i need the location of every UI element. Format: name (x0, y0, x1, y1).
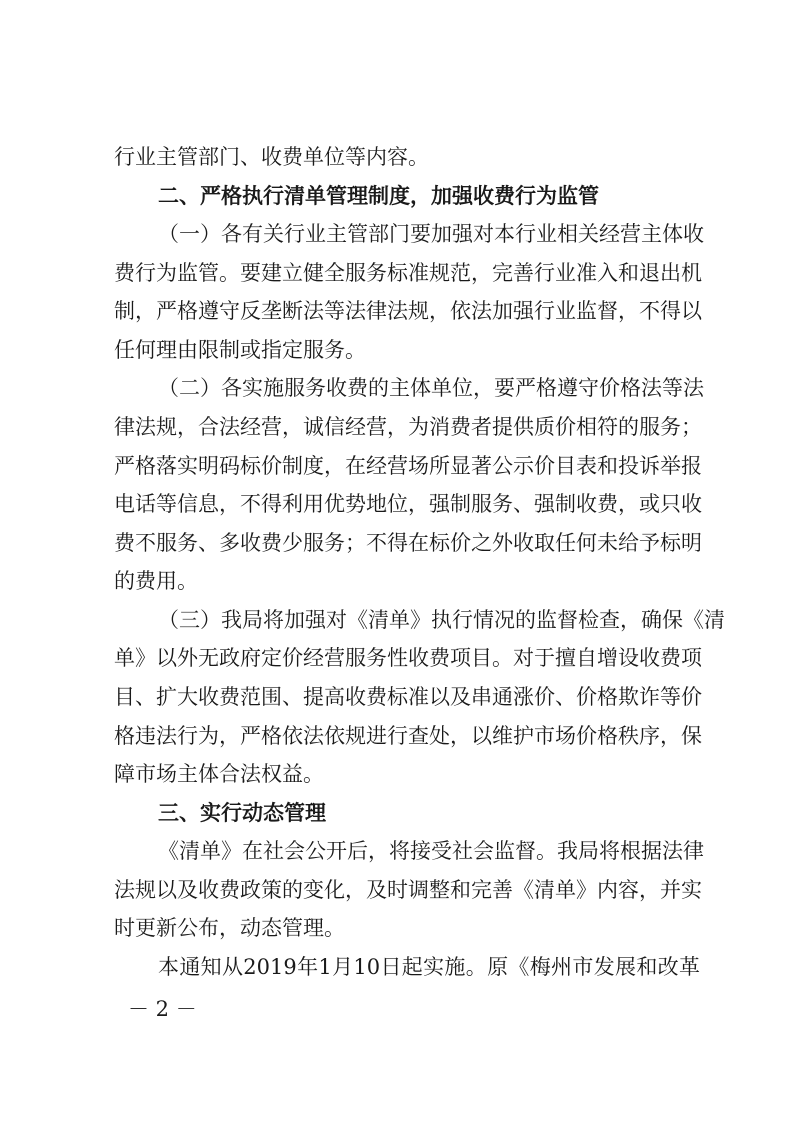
text-line: 法规以及收费政策的变化，及时调整和完善《清单》内容，并实 (114, 878, 702, 902)
section-heading: 三、实行动态管理 (158, 801, 326, 825)
text-line: （二）各实施服务收费的主体单位，要严格遵守价格法等法 (158, 376, 704, 400)
text-line: 的费用。 (114, 569, 198, 593)
text-line: 严格落实明码标价制度，在经营场所显著公示价目表和投诉举报 (114, 454, 702, 478)
text-line: 本通知从2019年1月10日起实施。原《梅州市发展和改革 (158, 955, 700, 979)
text-line: 费不服务、多收费少服务；不得在标价之外收取任何未给予标明 (114, 531, 702, 555)
text-line: 制，严格遵守反垄断法等法律法规，依法加强行业监督，不得以 (114, 299, 702, 323)
text-line: 时更新公布，动态管理。 (114, 916, 345, 940)
text-line: 费行为监管。要建立健全服务标准规范，完善行业准入和退出机 (114, 261, 702, 285)
text-line: 律法规，合法经营，诚信经营，为消费者提供质价相符的服务； (114, 415, 702, 439)
page-number: － 2 － (128, 997, 197, 1021)
text-line: 《清单》在社会公开后，将接受社会监督。我局将根据法律 (158, 839, 704, 863)
text-line: （三）我局将加强对《清单》执行情况的监督检查，确保《清 (158, 608, 725, 632)
text-line: （一）各有关行业主管部门要加强对本行业相关经营主体收 (158, 222, 704, 246)
text-line: 任何理由限制或指定服务。 (114, 338, 366, 362)
text-line: 障市场主体合法权益。 (114, 762, 324, 786)
section-heading: 二、严格执行清单管理制度，加强收费行为监管 (158, 184, 599, 208)
text-line: 电话等信息，不得利用优势地位，强制服务、强制收费，或只收 (114, 492, 702, 516)
text-line: 目、扩大收费范围、提高收费标准以及串通涨价、价格欺诈等价 (114, 685, 702, 709)
text-line: 格违法行为，严格依法依规进行查处，以维护市场价格秩序，保 (114, 724, 702, 748)
text-line: 单》以外无政府定价经营服务性收费项目。对于擅自增设收费项 (114, 646, 702, 670)
text-line: 行业主管部门、收费单位等内容。 (114, 145, 429, 169)
